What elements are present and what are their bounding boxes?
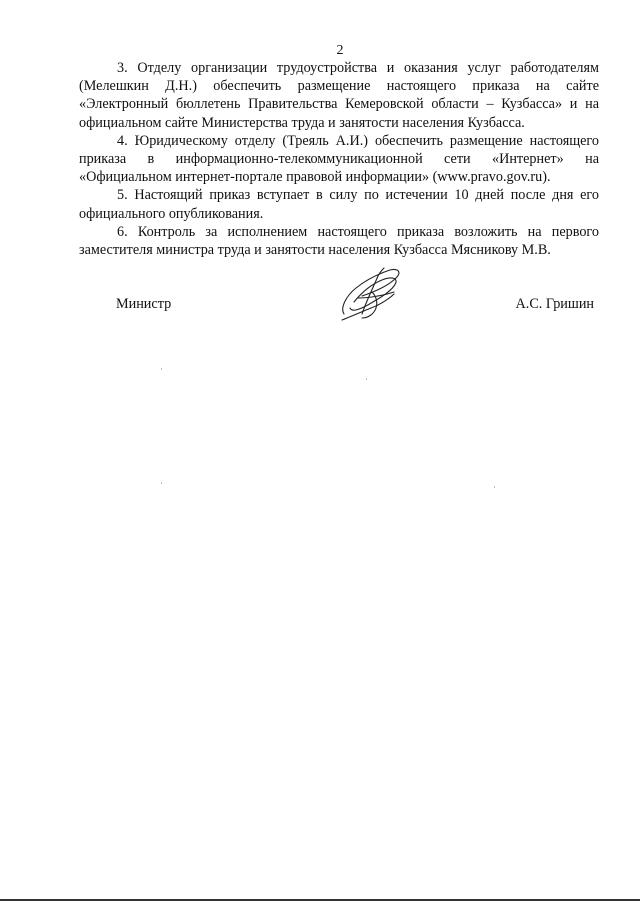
scan-edge-line [0, 899, 640, 901]
paragraph-6: 6. Контроль за исполнением настоящего приказа возложить на первого заместителя министра труда и занятости населения Кузбасса Мясникову М.В. [79, 223, 599, 259]
paragraph-3: 3. Отделу организации трудоустройства и оказания услуг работодателям (Мелешкин Д.Н.) обеспечить размещение настоящего приказа на сайте «Электронный бюллетень Правительства Кемеровской области – Кузбасса» и на официальном сайте Министерства труда и занятости населения Кузбасса. [79, 60, 599, 131]
signer-name: А.С. Гришин [515, 296, 594, 312]
page-number: 2 [336, 43, 344, 58]
scan-speck [161, 482, 162, 484]
paragraph-5: 5. Настоящий приказ вступает в силу по истечении 10 дней после дня его официального опубликования. [79, 187, 599, 222]
signature-block [0, 296, 640, 316]
document-body [79, 59, 599, 259]
signer-position: Министр [116, 296, 172, 312]
scan-speck [161, 368, 162, 370]
scan-speck [494, 486, 495, 488]
paragraph-4: 4. Юридическому отделу (Треяль А.И.) обеспечить размещение настоящего приказа в информационно-телекоммуникационной сети «Интернет» на «Официальном интернет-портале правовой информации» (www.pravo.gov.ru). [79, 132, 599, 186]
scan-speck [366, 378, 367, 380]
